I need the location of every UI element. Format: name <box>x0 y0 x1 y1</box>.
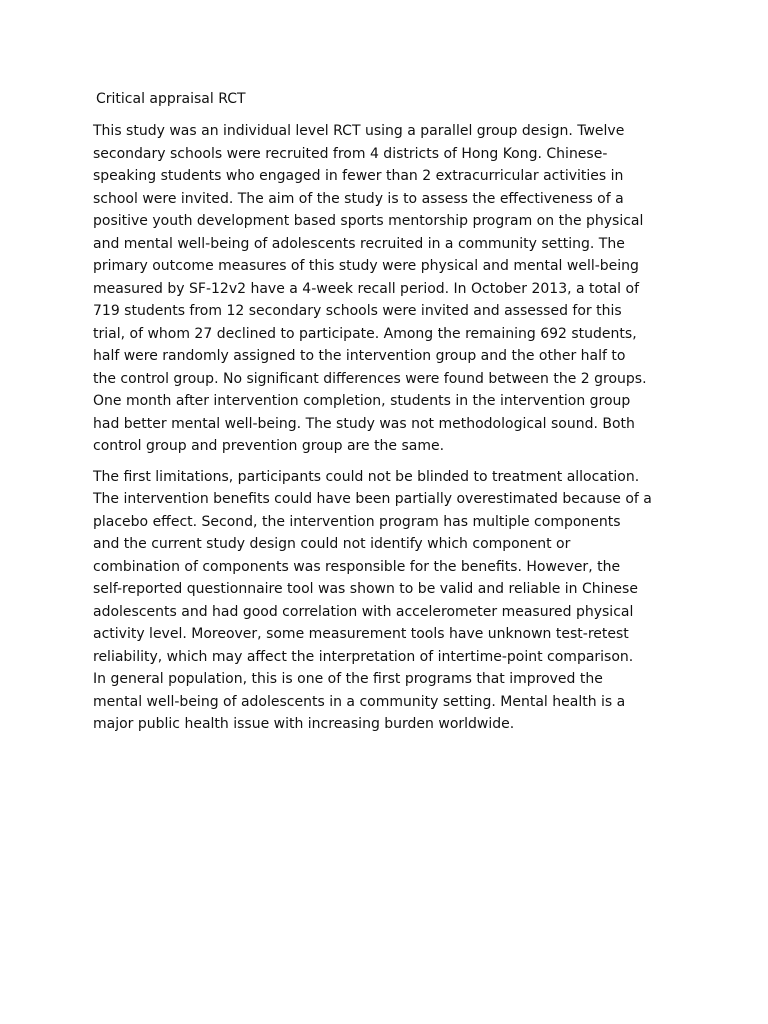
paragraph-line: placebo effect. Second, the intervention program has multiple components <box>93 513 621 530</box>
paragraph-line: major public health issue with increasing burden worldwide. <box>93 716 515 732</box>
paragraph-line: half were randomly assigned to the intervention group and the other half to <box>93 348 626 364</box>
paragraph-line: This study was an individual level RCT using a parallel group design. Twelve <box>93 123 625 139</box>
paragraph-line: reliability, which may affect the interpretation of intertime-point comparison. <box>93 648 634 665</box>
paragraph-line: mental well-being of adolescents in a community setting. Mental health is a <box>93 693 626 710</box>
paragraph-line: The intervention benefits could have been partially overestimated because of a <box>93 491 652 507</box>
paragraph-line: self-reported questionnaire tool was shown to be valid and reliable in Chinese <box>93 581 638 597</box>
paragraph-line: measured by SF-12v2 have a 4-week recall period. In October 2013, a total of <box>93 280 639 297</box>
paragraph-line: school were invited. The aim of the study is to assess the effectiveness of a <box>93 190 624 207</box>
paragraph-line: speaking students who engaged in fewer than 2 extracurricular activities in <box>93 168 624 184</box>
document-title: Critical appraisal RCT <box>96 91 246 107</box>
paragraph-line: adolescents and had good correlation with accelerometer measured physical <box>93 603 634 620</box>
document-body <box>93 120 683 744</box>
paragraph-line: In general population, this is one of the first programs that improved the <box>93 671 603 687</box>
paragraph-line: positive youth development based sports mentorship program on the physical <box>93 213 644 229</box>
paragraph-line: and the current study design could not identify which component or <box>93 536 571 552</box>
paragraph-line: the control group. No significant differences were found between the 2 groups. <box>93 370 647 387</box>
paragraph-line: and mental well-being of adolescents recruited in a community setting. The <box>93 235 625 252</box>
paragraph-line: combination of components was responsible for the benefits. However, the <box>93 558 621 575</box>
paragraph-line: secondary schools were recruited from 4 districts of Hong Kong. Chinese- <box>93 145 608 162</box>
paragraph-line: had better mental well-being. The study was not methodological sound. Both <box>93 415 635 432</box>
body-paragraph-1 <box>93 120 683 458</box>
paragraph-line: One month after intervention completion, students in the intervention group <box>93 393 631 409</box>
paragraph-line: activity level. Moreover, some measurement tools have unknown test-retest <box>93 626 629 642</box>
body-paragraph-2 <box>93 466 683 736</box>
paragraph-line: 719 students from 12 secondary schools were invited and assessed for this <box>93 303 622 319</box>
paragraph-line: The first limitations, participants could not be blinded to treatment allocation. <box>93 468 640 485</box>
paragraph-line: trial, of whom 27 declined to participate. Among the remaining 692 students, <box>93 325 637 342</box>
paragraph-line: primary outcome measures of this study were physical and mental well-being <box>93 258 639 274</box>
paragraph-line: control group and prevention group are the same. <box>93 438 445 454</box>
